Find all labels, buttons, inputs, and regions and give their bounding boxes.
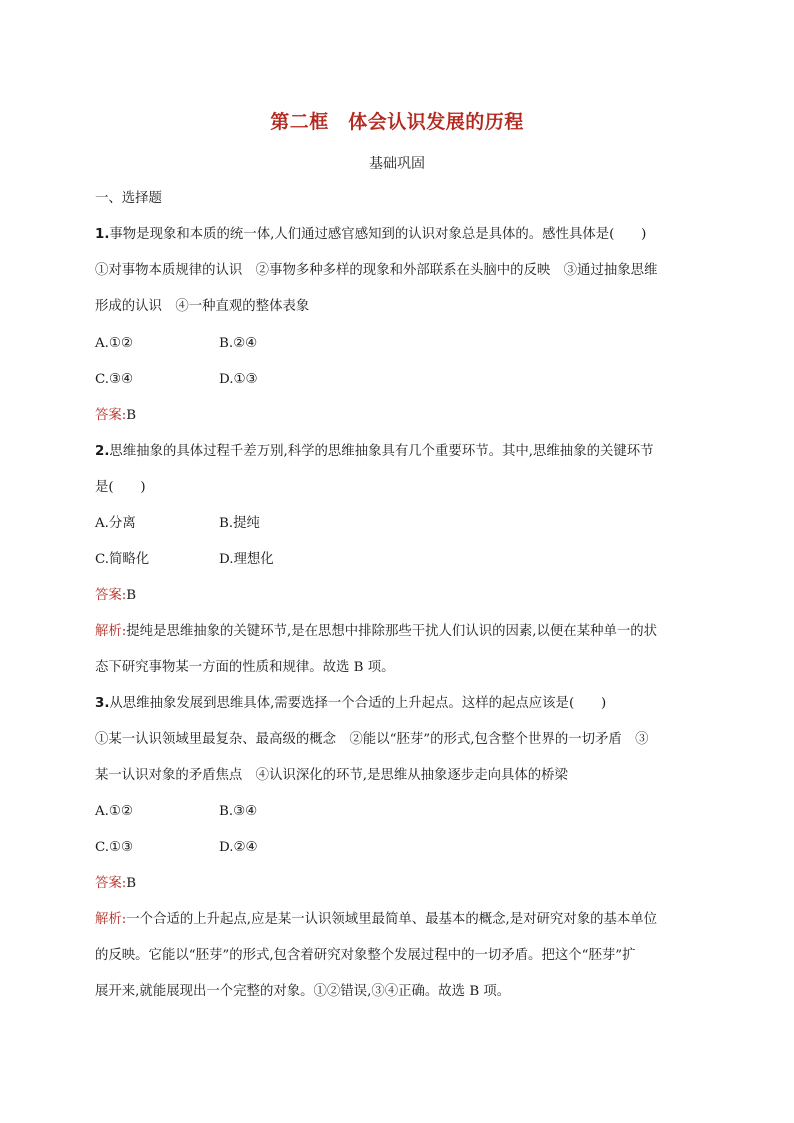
- answer-value: B: [126, 588, 137, 603]
- analysis-text: 一个合适的上升起点,应是某一认识领域里最简单、最基本的概念,是对研究对象的基本单位: [126, 912, 658, 927]
- answer-value: B: [126, 408, 137, 423]
- analysis-label: 解析:: [95, 624, 127, 639]
- answer-label: 答案:: [95, 408, 127, 423]
- question-3-analysis-line-1: [95, 911, 657, 929]
- option-b: B.②④: [219, 336, 258, 351]
- option-a: A.①②: [95, 336, 133, 351]
- answer-label: 答案:: [95, 876, 127, 891]
- analysis-text: 提纯是思维抽象的关键环节,是在思想中排除那些干扰人们认识的因素,以便在某种单一的状: [126, 624, 658, 639]
- option-d: D.②④: [219, 840, 258, 855]
- question-text: 事物是现象和本质的统一体,人们通过感官感知到的认识对象总是具体的。感性具体是( ): [109, 227, 647, 242]
- question-1-answer: [95, 407, 136, 425]
- question-3-items-line-1: ①某一认识领域里最复杂、最高级的概念 ②能以“胚芽”的形式,包含整个世界的一切矛盾 ③: [95, 732, 649, 747]
- answer-label: 答案:: [95, 588, 127, 603]
- question-3-stem: [95, 695, 606, 713]
- question-2-analysis-line-1: [95, 623, 657, 641]
- question-text: 思维抽象的具体过程千差万别,科学的思维抽象具有几个重要环节。其中,思维抽象的关键环节: [109, 444, 654, 459]
- question-number: 2.: [95, 444, 110, 459]
- question-number: 3.: [95, 696, 110, 711]
- analysis-label: 解析:: [95, 912, 127, 927]
- option-d: D.理想化: [219, 552, 274, 567]
- question-1-items-line-2: 形成的认识 ④一种直观的整体表象: [95, 299, 310, 314]
- answer-value: B: [126, 876, 137, 891]
- question-3-analysis-line-3: 展开来,就能展现出一个完整的对象。①②错误,③④正确。故选 B 项。: [95, 984, 511, 999]
- option-c: C.简略化: [95, 552, 150, 567]
- page-title: 第二框 体会认识发展的历程: [270, 111, 524, 133]
- question-2-stem: [95, 443, 654, 461]
- question-1-stem: [95, 226, 646, 244]
- question-number: 1.: [95, 227, 110, 242]
- question-2-answer: [95, 587, 136, 605]
- question-2-analysis-line-2: 态下研究事物某一方面的性质和规律。故选 B 项。: [95, 660, 395, 675]
- option-b: B.提纯: [219, 516, 260, 531]
- option-c: C.③④: [95, 372, 134, 387]
- question-1-items-line-1: ①对事物本质规律的认识 ②事物多种多样的现象和外部联系在头脑中的反映 ③通过抽象思维: [95, 263, 658, 278]
- question-3-analysis-line-2: 的反映。它能以“胚芽”的形式,包含着研究对象整个发展过程中的一切矛盾。把这个“胚芽”扩: [95, 948, 636, 963]
- option-b: B.③④: [219, 804, 258, 819]
- section-heading: 一、选择题: [95, 191, 162, 206]
- option-a: A.①②: [95, 804, 133, 819]
- question-3-items-line-2: 某一认识对象的矛盾焦点 ④认识深化的环节,是思维从抽象逐步走向具体的桥梁: [95, 768, 568, 783]
- option-c: C.①③: [95, 840, 134, 855]
- question-3-answer: [95, 875, 136, 893]
- question-2-stem-line-2: 是( ): [95, 480, 146, 495]
- option-a: A.分离: [95, 516, 136, 531]
- option-d: D.①③: [219, 372, 258, 387]
- question-text: 从思维抽象发展到思维具体,需要选择一个合适的上升起点。这样的起点应该是( ): [109, 696, 607, 711]
- section-subtitle: 基础巩固: [369, 156, 425, 172]
